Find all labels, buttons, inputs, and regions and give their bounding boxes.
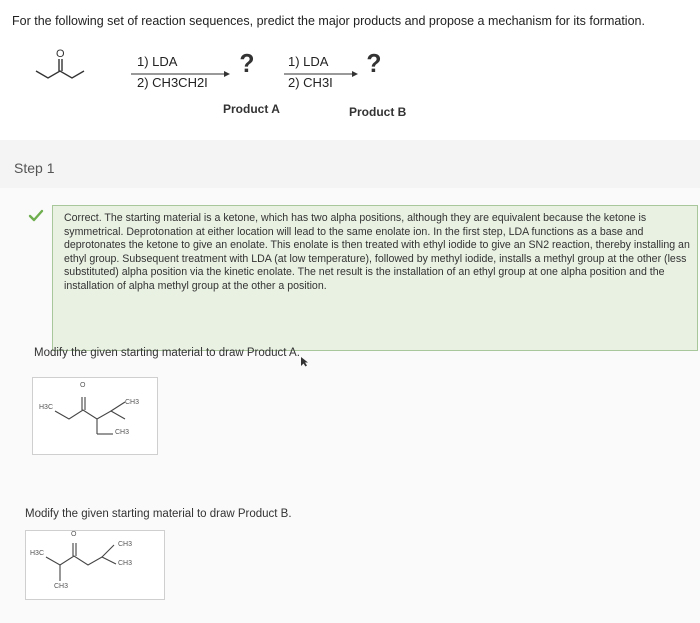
reagent-1-step2: 2) CH3CH2I [137,75,208,90]
reagent-2-step1: 1) LDA [288,54,329,69]
product-b-unknown: ? [366,48,382,78]
product-a-oxygen: O [80,382,86,389]
product-a-ch3-bottom: CH3 [115,429,130,436]
product-b-ch3-a: CH3 [118,541,133,548]
product-b-ch3-c: CH3 [54,583,69,590]
task-b-instruction: Modify the given starting material to draw Product B. [25,508,292,520]
reagent-1-step1: 1) LDA [137,54,178,69]
product-b-drawing-area[interactable] [25,530,165,600]
check-icon [28,209,44,223]
product-a-unknown: ? [239,48,255,78]
product-a-ch3-top: CH3 [125,399,140,406]
reagent-2-step2: 2) CH3I [288,75,333,90]
product-a-drawing-area[interactable] [32,377,158,455]
product-a-label: Product A [223,102,280,116]
product-b-h3c: H3C [30,550,45,557]
product-a-h3c: H3C [39,404,54,411]
reaction-scheme [0,40,700,135]
cursor-icon [300,356,309,367]
scheme-graphics [0,40,700,135]
feedback-text: Correct. The starting material is a ketone, which has two alpha positions, although they are equivalent because the ketone is symmetrical. Deprotonation at either location will lead to the same enolate ion. In the first step, LDA functions as a base and deprotonates the ketone to give an enolate. This enolate is then treated with ethyl iodide to give an SN2 reaction, thereby installing an ethyl group. Subsequent treatment with LDA (at low temperature), followed by methyl iodide, installs a methyl group at the other (less substituted) alpha position via the kinetic enolate. The net result is the installation of an ethyl group at one alpha position and the installation of alpha methyl group at the other a position. [64,212,690,292]
step-title: Step 1 [14,160,55,176]
product-b-ch3-b: CH3 [118,560,133,567]
task-a-instruction: Modify the given starting material to draw Product A. [34,347,300,359]
product-b-oxygen: O [71,531,77,538]
product-a-structure[interactable] [33,378,159,456]
question-prompt: For the following set of reaction sequences, predict the major products and propose a mechanism for its formation. [12,14,645,28]
product-b-structure[interactable] [26,531,166,601]
product-b-label: Product B [349,105,407,119]
ketone-oxygen: O [56,48,65,60]
starting-material-structure [36,59,84,78]
